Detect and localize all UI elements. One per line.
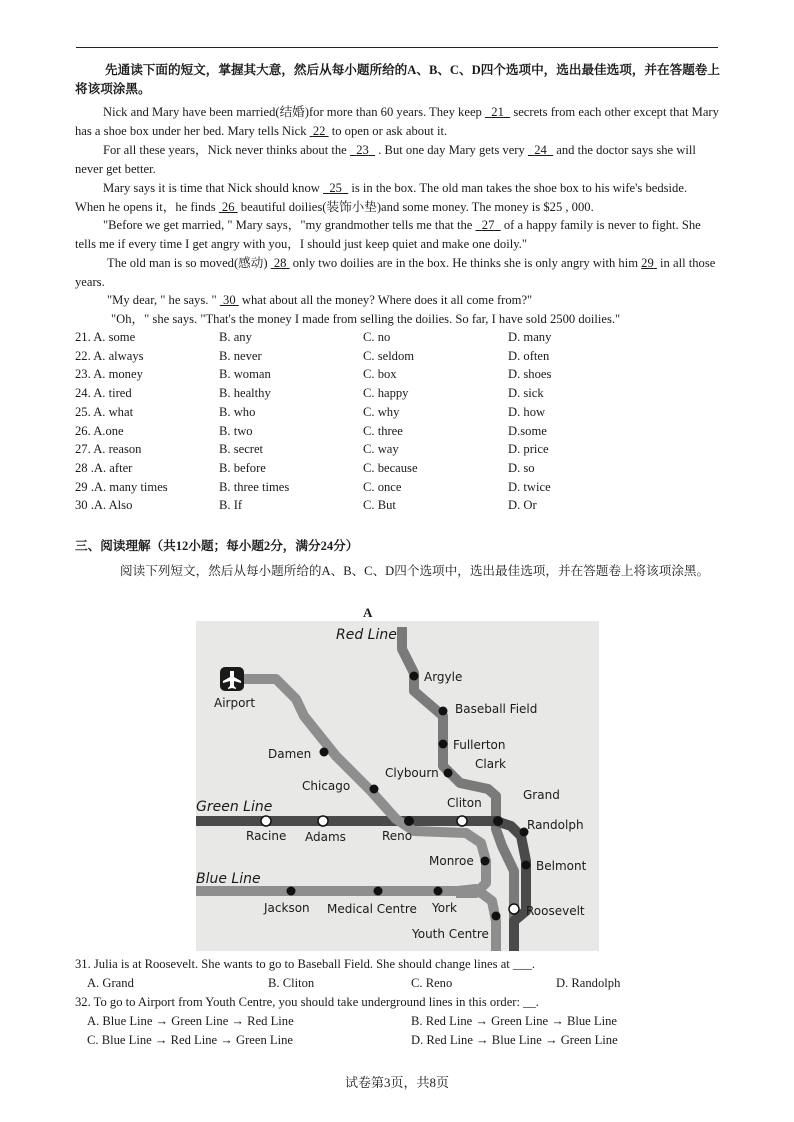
label-york: York [432,901,457,915]
passage-paragraph-7: "Oh，" she says. "That's the money I made from selling the doilies. So far, I have sold 2500 doilies." [111,312,621,326]
q32-option-d: D. Red Line → Blue Line → Green Line [411,1033,618,1047]
option-27-c: C. way [363,442,399,457]
option-30-d: D. Or [508,498,537,513]
option-22-d: D. often [508,348,550,363]
option-30-a: 30 .A. Also [75,498,133,513]
station-racine-dot [261,816,271,826]
blank-27: 27 [481,218,495,232]
q32-option-a: A. Blue Line → Green Line → Red Line [87,1014,294,1028]
blank-21: 21 [491,105,504,119]
option-29-b: B. three times [219,479,290,494]
option-22-b: B. never [219,348,262,363]
section-title: 三、阅读理解（共12小题；每小题2分，满分24分） [75,539,359,553]
q31-option-c: C. Reno [411,976,453,990]
option-22-c: C. seldom [363,348,415,363]
label-youth: Youth Centre [412,927,489,941]
label-clark: Clark [475,757,506,771]
q31-option-b: B. Cliton [268,976,315,990]
question-32-stem: 32. To go to Airport from Youth Centre, you should take underground lines in this order: __. [75,995,539,1009]
station-adams-dot [318,816,328,826]
q32-option-c: C. Blue Line → Red Line → Green Line [87,1033,293,1047]
cloze-instruction: 先通读下面的短文，掌握其大意，然后从每小题所给的A、B、C、D四个选项中，选出最佳选项，并在答题卷上将该项涂黑。 [75,63,720,96]
blank-30: 30 [223,293,236,307]
question-31-stem: 31. Julia is at Roosevelt. She wants to go to Baseball Field. She should change lines at ___. [75,957,535,971]
station-baseball-dot [439,707,448,716]
option-30-b: B. If [219,498,243,513]
label-cliton: Cliton [447,796,482,810]
blue-line-label: Blue Line [196,871,261,887]
label-roosevelt: Roosevelt [526,904,585,918]
blank-28: 28 [273,256,287,270]
station-cliton-dot [457,816,467,826]
passage-paragraph-3: Mary says it is time that Nick should know 25 is in the box. The old man takes the shoe box to his wife's bedside. When he opens it，he finds 26 beautiful doilies(装饰小垫)and some money. The money is $25 , 000. [75,181,688,214]
reading-instruction: 阅读下列短文，然后从每小题所给的A、B、C、D四个选项中，选出最佳选项，并在答题卷上将该项涂黑。 [120,564,710,578]
option-29-d: D. twice [508,479,551,494]
option-21-c: C. no [363,330,391,344]
top-rule [76,47,718,48]
blank-23: 23 [356,143,369,157]
option-29-a: 29 .A. many times [75,479,168,494]
label-medical: Medical Centre [327,902,417,916]
station-clybourn-dot [444,769,453,778]
label-airport: Airport [214,696,256,710]
option-22-a: 22. A. always [75,348,144,363]
option-28-a: 28 .A. after [75,460,133,475]
blank-29: 29 [641,256,654,270]
station-fullerton-dot [439,740,448,749]
option-23-a: 23. A. money [75,367,143,382]
option-29-c: C. once [363,479,402,494]
option-24-b: B. healthy [219,386,271,401]
option-26-b: B. two [219,423,253,438]
station-damen-dot [320,748,329,757]
station-argyle-dot [410,672,419,681]
station-medical-dot [374,887,383,896]
label-chicago: Chicago [302,779,351,793]
blank-22: 22 [312,123,326,138]
station-roosevelt-dot [509,904,519,914]
label-racine: Racine [246,829,287,843]
passage-paragraph-1: Nick and Mary have been married(结婚)for more than 60 years. They keep 21 secrets from each other except that Mary has a shoe box under her bed. Mary tells Nick 22 to open or ask about it. [75,105,719,138]
q32-option-b: B. Red Line → Green Line → Blue Line [411,1014,617,1028]
blank-26: 26 [221,199,235,214]
passage-paragraph-5: The old man is so moved(感动) 28 only two doilies are in the box. He thinks she is only angry with him 29 in all those years. [75,256,716,289]
subway-map [196,621,599,951]
page-footer: 试卷第3页，共8页 [344,1075,449,1090]
red-line-label: Red Line [336,627,397,643]
airplane-icon [220,667,244,691]
passage-paragraph-4: "Before we get married, " Mary says，"my grandmother tells me that the 27 of a happy family is never to fight. She tells me if every time I get angry with you，I should just keep quiet and make one doily." [75,218,701,251]
station-jackson-dot [287,887,296,896]
option-21-b: B. any [219,330,252,344]
station-belmont-dot [522,861,531,870]
label-argyle: Argyle [424,670,463,684]
option-25-a: 25. A. what [75,404,134,419]
q31-option-a: A. Grand [87,976,134,990]
blank-24: 24 [534,143,547,157]
option-26-a: 26. A.one [75,423,124,438]
green-line-label: Green Line [196,799,273,815]
option-24-d: D. sick [508,386,544,401]
option-28-b: B. before [219,460,266,475]
passage-label: A [363,605,373,620]
option-28-c: C. because [363,460,418,475]
label-reno: Reno [382,829,413,843]
subway-map-svg [196,621,599,951]
station-reno-dot [404,816,414,826]
option-25-c: C. why [363,404,400,419]
passage-paragraph-6: "My dear, " he says. " 30 what about all the money? Where does it all come from?" [107,293,533,307]
blue-line-lower-track [196,889,496,951]
label-fullerton: Fullerton [453,738,506,752]
option-30-c: C. But [363,498,396,513]
option-27-b: B. secret [219,442,264,457]
option-25-d: D. how [508,404,546,419]
option-21-a: 21. A. some [75,330,136,344]
passage-paragraph-2: For all these years，Nick never thinks about the 23 . But one day Mary gets very 24 and the doctor says she will never get better. [75,143,696,176]
station-chicago-dot [370,785,379,794]
option-24-c: C. happy [363,386,409,401]
option-27-a: 27. A. reason [75,442,142,457]
label-randolph: Randolph [527,818,584,832]
label-clybourn: Clybourn [385,766,439,780]
option-23-d: D. shoes [508,367,552,382]
station-youth-dot [492,912,501,921]
option-23-b: B. woman [219,367,271,382]
label-damen: Damen [268,747,312,761]
label-monroe: Monroe [429,854,474,868]
label-adams: Adams [305,830,346,844]
option-21-d: D. many [508,330,552,344]
label-belmont: Belmont [536,859,587,873]
option-26-c: C. three [363,423,403,438]
station-grand-dot [493,816,503,826]
option-25-b: B. who [219,404,256,419]
station-york-dot [434,887,443,896]
station-monroe-dot [481,857,490,866]
option-26-d: D.some [508,423,547,438]
label-jackson: Jackson [264,901,310,915]
option-28-d: D. so [508,460,535,475]
option-27-d: D. price [508,442,549,457]
label-baseball: Baseball Field [455,702,538,716]
option-23-c: C. box [363,367,397,382]
label-grand: Grand [523,788,560,802]
q31-option-d: D. Randolph [556,976,621,990]
blank-25: 25 [329,181,342,195]
option-24-a: 24. A. tired [75,386,132,401]
